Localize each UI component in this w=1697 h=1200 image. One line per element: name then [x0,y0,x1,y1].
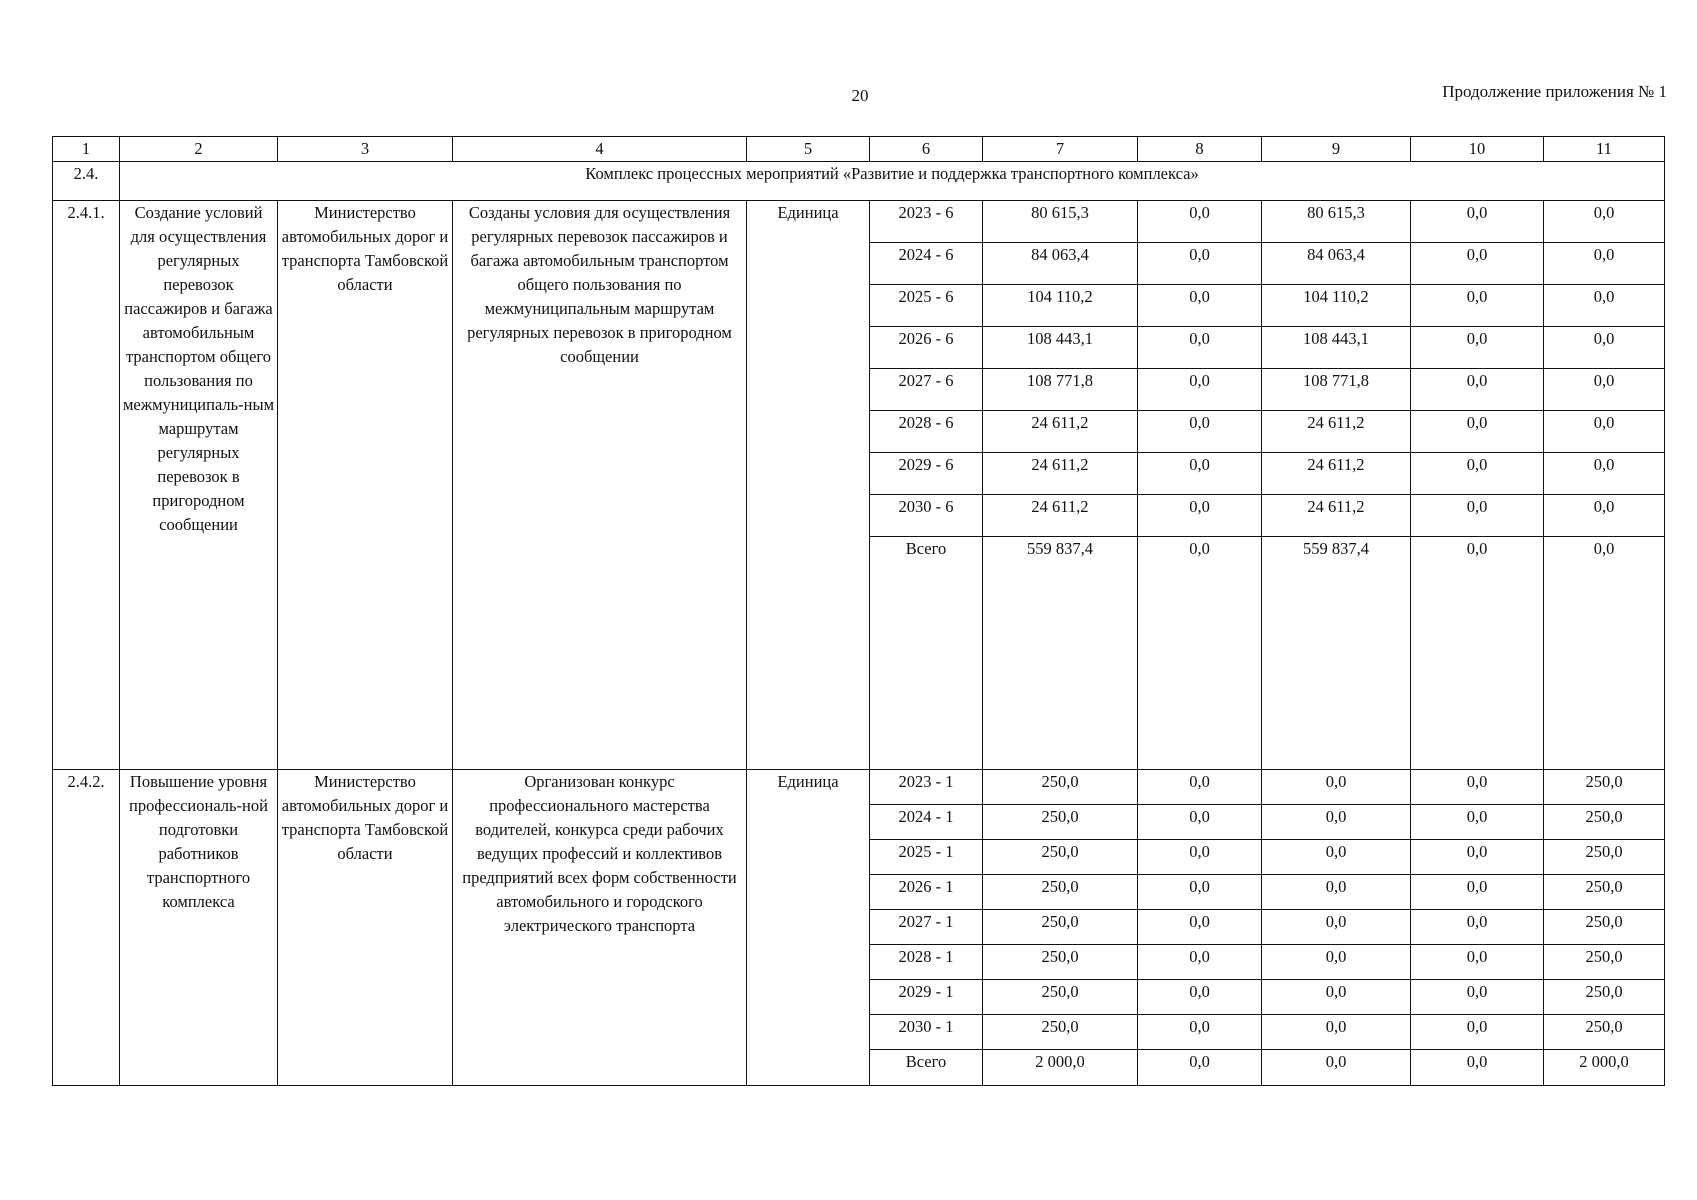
cell-year: 2026 - 1 [870,875,983,910]
cell-value-regional: 24 611,2 [1262,495,1411,537]
column-header: 3 [278,137,453,162]
cell-value-total: 250,0 [983,945,1138,980]
section-number: 2.4. [53,162,120,201]
cell-value-total: 559 837,4 [983,537,1138,770]
cell-value-federal: 0,0 [1138,1015,1262,1050]
cell-value-local: 0,0 [1411,327,1544,369]
item-executor: Министерство автомобильных дорог и транспорта Тамбовской области [278,770,453,1086]
item-name: Повышение уровня профессиональ-ной подготовки работников транспортного комплекса [120,770,278,1086]
cell-year: 2027 - 1 [870,910,983,945]
cell-value-regional: 84 063,4 [1262,243,1411,285]
cell-value-total: 250,0 [983,980,1138,1015]
table-row [53,770,1665,805]
cell-value-extra: 0,0 [1544,243,1665,285]
cell-value-local: 0,0 [1411,285,1544,327]
cell-value-extra: 0,0 [1544,327,1665,369]
cell-value-regional: 0,0 [1262,980,1411,1015]
cell-value-regional: 0,0 [1262,910,1411,945]
cell-value-regional: 0,0 [1262,805,1411,840]
cell-value-local: 0,0 [1411,945,1544,980]
item-number: 2.4.1. [53,201,120,770]
cell-value-regional: 108 443,1 [1262,327,1411,369]
cell-value-total: 250,0 [983,840,1138,875]
cell-value-total: 250,0 [983,1015,1138,1050]
column-header: 4 [453,137,747,162]
cell-value-federal: 0,0 [1138,945,1262,980]
cell-year: Всего [870,537,983,770]
cell-value-total: 24 611,2 [983,453,1138,495]
cell-value-federal: 0,0 [1138,910,1262,945]
cell-value-regional: 0,0 [1262,1050,1411,1086]
cell-value-federal: 0,0 [1138,840,1262,875]
cell-value-federal: 0,0 [1138,537,1262,770]
cell-value-local: 0,0 [1411,980,1544,1015]
cell-year: 2030 - 1 [870,1015,983,1050]
cell-value-extra: 0,0 [1544,453,1665,495]
cell-value-extra: 250,0 [1544,875,1665,910]
cell-value-local: 0,0 [1411,840,1544,875]
cell-value-total: 24 611,2 [983,495,1138,537]
cell-value-total: 104 110,2 [983,285,1138,327]
cell-value-total: 250,0 [983,875,1138,910]
item-result: Созданы условия для осуществления регулярных перевозок пассажиров и багажа автомобильным транспортом общего пользования по межмуниципальным маршрутам регулярных перевозок в пригородном сообщении [453,201,747,770]
section-row [53,162,1665,201]
cell-value-regional: 559 837,4 [1262,537,1411,770]
cell-value-local: 0,0 [1411,875,1544,910]
cell-value-total: 80 615,3 [983,201,1138,243]
column-header: 9 [1262,137,1411,162]
item-unit: Единица [747,201,870,770]
cell-value-local: 0,0 [1411,1050,1544,1086]
table-row [53,201,1665,243]
cell-value-extra: 0,0 [1544,201,1665,243]
item-unit: Единица [747,770,870,1086]
cell-year: 2028 - 6 [870,411,983,453]
cell-value-federal: 0,0 [1138,369,1262,411]
cell-value-regional: 108 771,8 [1262,369,1411,411]
cell-value-regional: 0,0 [1262,945,1411,980]
cell-value-extra: 0,0 [1544,495,1665,537]
cell-value-federal: 0,0 [1138,453,1262,495]
column-number-row [53,137,1665,162]
cell-value-federal: 0,0 [1138,327,1262,369]
cell-value-local: 0,0 [1411,411,1544,453]
cell-value-extra: 0,0 [1544,285,1665,327]
cell-value-local: 0,0 [1411,910,1544,945]
program-table [52,136,1665,1086]
cell-year: Всего [870,1050,983,1086]
cell-value-local: 0,0 [1411,1015,1544,1050]
cell-value-extra: 0,0 [1544,369,1665,411]
item-result: Организован конкурс профессионального мастерства водителей, конкурса среди рабочих ведущих профессий и коллективов предприятий всех форм собственности автомобильного и городского электрического транспорта [453,770,747,1086]
cell-value-total: 108 443,1 [983,327,1138,369]
cell-value-federal: 0,0 [1138,980,1262,1015]
item-executor: Министерство автомобильных дорог и транспорта Тамбовской области [278,201,453,770]
cell-value-local: 0,0 [1411,201,1544,243]
cell-value-total: 250,0 [983,910,1138,945]
cell-year: 2028 - 1 [870,945,983,980]
cell-value-federal: 0,0 [1138,411,1262,453]
column-header: 7 [983,137,1138,162]
column-header: 8 [1138,137,1262,162]
cell-value-extra: 250,0 [1544,980,1665,1015]
column-header: 11 [1544,137,1665,162]
cell-value-extra: 0,0 [1544,411,1665,453]
cell-value-local: 0,0 [1411,495,1544,537]
cell-value-local: 0,0 [1411,243,1544,285]
cell-value-regional: 24 611,2 [1262,411,1411,453]
cell-value-extra: 250,0 [1544,840,1665,875]
column-header: 10 [1411,137,1544,162]
cell-value-regional: 80 615,3 [1262,201,1411,243]
item-name: Создание условий для осуществления регулярных перевозок пассажиров и багажа автомобильным транспортом общего пользования по межмуниципаль-ным маршрутам регулярных перевозок в пригородном сообщении [120,201,278,770]
column-header: 6 [870,137,983,162]
cell-year: 2030 - 6 [870,495,983,537]
section-title: Комплекс процессных мероприятий «Развитие и поддержка транспортного комплекса» [120,162,1665,201]
cell-value-extra: 250,0 [1544,805,1665,840]
column-header: 2 [120,137,278,162]
cell-year: 2029 - 6 [870,453,983,495]
cell-year: 2023 - 6 [870,201,983,243]
cell-value-federal: 0,0 [1138,495,1262,537]
cell-value-local: 0,0 [1411,369,1544,411]
cell-value-regional: 104 110,2 [1262,285,1411,327]
cell-value-regional: 0,0 [1262,840,1411,875]
cell-year: 2023 - 1 [870,770,983,805]
cell-value-total: 250,0 [983,805,1138,840]
cell-value-federal: 0,0 [1138,875,1262,910]
cell-year: 2029 - 1 [870,980,983,1015]
column-header: 1 [53,137,120,162]
cell-year: 2025 - 6 [870,285,983,327]
cell-value-federal: 0,0 [1138,805,1262,840]
cell-year: 2027 - 6 [870,369,983,411]
cell-value-federal: 0,0 [1138,770,1262,805]
cell-year: 2026 - 6 [870,327,983,369]
cell-value-local: 0,0 [1411,537,1544,770]
cell-value-regional: 0,0 [1262,875,1411,910]
cell-year: 2024 - 1 [870,805,983,840]
cell-value-extra: 250,0 [1544,1015,1665,1050]
page-number: 20 [851,86,869,105]
cell-value-federal: 0,0 [1138,201,1262,243]
item-number: 2.4.2. [53,770,120,1086]
cell-value-extra: 0,0 [1544,537,1665,770]
cell-year: 2025 - 1 [870,840,983,875]
cell-value-local: 0,0 [1411,805,1544,840]
cell-value-extra: 250,0 [1544,945,1665,980]
cell-value-total: 250,0 [983,770,1138,805]
cell-value-federal: 0,0 [1138,1050,1262,1086]
cell-value-extra: 250,0 [1544,910,1665,945]
cell-value-total: 108 771,8 [983,369,1138,411]
appendix-note: Продолжение приложения № 1 [1442,82,1667,101]
cell-value-regional: 24 611,2 [1262,453,1411,495]
cell-value-total: 24 611,2 [983,411,1138,453]
column-header: 5 [747,137,870,162]
cell-value-local: 0,0 [1411,453,1544,495]
cell-value-local: 0,0 [1411,770,1544,805]
cell-value-regional: 0,0 [1262,770,1411,805]
cell-value-extra: 250,0 [1544,770,1665,805]
cell-value-extra: 2 000,0 [1544,1050,1665,1086]
cell-value-regional: 0,0 [1262,1015,1411,1050]
cell-year: 2024 - 6 [870,243,983,285]
cell-value-federal: 0,0 [1138,243,1262,285]
cell-value-total: 2 000,0 [983,1050,1138,1086]
cell-value-total: 84 063,4 [983,243,1138,285]
cell-value-federal: 0,0 [1138,285,1262,327]
